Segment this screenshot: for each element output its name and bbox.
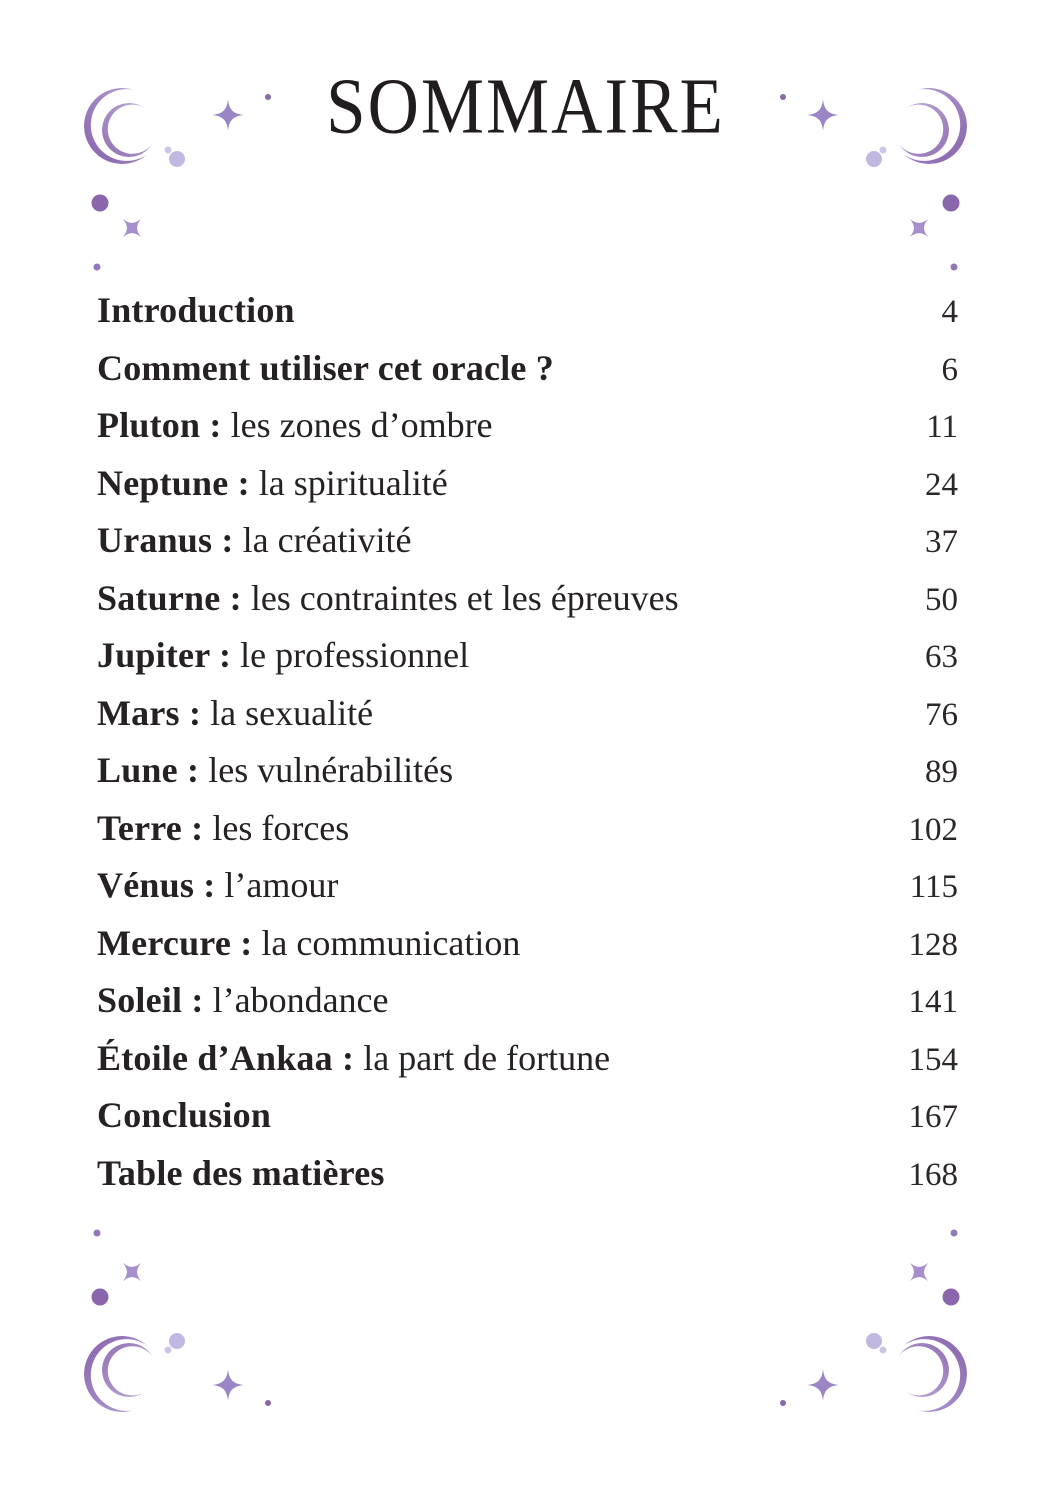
toc-entry-label: Table des matières bbox=[97, 1152, 385, 1193]
toc-entry bbox=[97, 692, 958, 750]
toc-entry-page-number: 11 bbox=[926, 409, 958, 445]
crescent-moon-decoration-bottom-left bbox=[82, 1228, 274, 1412]
toc-entry-label: Mars : bbox=[97, 692, 202, 733]
toc-entry-label: Pluton : bbox=[97, 405, 222, 445]
toc-entry-page-number: 63 bbox=[925, 639, 958, 675]
toc-entry-title bbox=[97, 922, 520, 964]
toc-entry-subtitle: la sexualité bbox=[201, 692, 374, 733]
toc-entry-title bbox=[97, 519, 412, 561]
toc-entry-title bbox=[97, 462, 448, 504]
toc-list bbox=[97, 289, 958, 1209]
toc-entry-label: Vénus : bbox=[97, 865, 216, 905]
toc-entry-label: Étoile d’Ankaa : bbox=[97, 1037, 355, 1078]
toc-entry-subtitle: les vulnérabilités bbox=[199, 750, 454, 790]
toc-entry-title bbox=[97, 289, 295, 331]
toc-entry-label: Terre : bbox=[97, 807, 204, 848]
toc-entry-page-number: 141 bbox=[908, 984, 958, 1020]
toc-entry-title bbox=[97, 404, 493, 446]
toc-entry-page-number: 50 bbox=[925, 581, 958, 618]
toc-entry-subtitle: la spiritualité bbox=[249, 462, 448, 503]
toc-entry bbox=[97, 1152, 958, 1210]
toc-entry-subtitle: les forces bbox=[203, 807, 350, 848]
toc-entry-title bbox=[97, 634, 469, 676]
toc-entry bbox=[97, 807, 958, 865]
toc-entry-page-number: 4 bbox=[941, 294, 958, 330]
toc-entry-subtitle: l’abondance bbox=[203, 980, 389, 1020]
toc-entry bbox=[97, 462, 958, 520]
toc-entry-title bbox=[97, 347, 554, 389]
toc-entry-title bbox=[97, 979, 389, 1021]
toc-entry-label: Uranus : bbox=[97, 520, 234, 560]
toc-entry-label: Neptune : bbox=[97, 462, 250, 503]
toc-entry-title bbox=[97, 1152, 385, 1194]
toc-entry-page-number: 24 bbox=[925, 466, 958, 503]
toc-entry bbox=[97, 1094, 958, 1152]
toc-entry-title bbox=[97, 807, 349, 849]
toc-entry-label: Soleil : bbox=[97, 980, 204, 1020]
toc-entry-subtitle: les contraintes et les épreuves bbox=[241, 577, 679, 618]
toc-entry bbox=[97, 634, 958, 692]
toc-entry-title bbox=[97, 692, 373, 734]
crescent-moon-decoration-bottom-right bbox=[777, 1228, 969, 1412]
toc-entry-title bbox=[97, 1094, 271, 1136]
toc-entry-page-number: 167 bbox=[908, 1099, 958, 1135]
toc-entry-page-number: 76 bbox=[925, 696, 958, 733]
toc-entry-subtitle: les zones d’ombre bbox=[221, 405, 493, 445]
toc-entry-label: Conclusion bbox=[97, 1095, 272, 1135]
toc-entry-subtitle: la part de fortune bbox=[354, 1037, 611, 1078]
toc-entry bbox=[97, 749, 958, 807]
toc-entry-subtitle: la créativité bbox=[233, 520, 412, 560]
toc-entry bbox=[97, 519, 958, 577]
page-title: SOMMAIRE bbox=[326, 63, 725, 151]
toc-entry-title bbox=[97, 749, 453, 791]
toc-entry-label: Jupiter : bbox=[97, 635, 232, 675]
toc-entry-page-number: 37 bbox=[925, 524, 958, 560]
toc-entry bbox=[97, 289, 958, 347]
toc-entry-title bbox=[97, 577, 679, 619]
toc-entry-page-number: 115 bbox=[909, 869, 958, 905]
toc-entry-page-number: 128 bbox=[908, 926, 958, 963]
toc-entry-label: Saturne : bbox=[97, 577, 242, 618]
toc-entry bbox=[97, 577, 958, 635]
toc-entry-title bbox=[97, 1037, 610, 1079]
toc-entry-page-number: 154 bbox=[908, 1041, 958, 1078]
toc-entry bbox=[97, 1037, 958, 1095]
toc-entry bbox=[97, 404, 958, 462]
toc-entry-page-number: 89 bbox=[925, 754, 958, 790]
toc-entry bbox=[97, 979, 958, 1037]
toc-entry-subtitle: la communication bbox=[252, 922, 521, 963]
toc-entry-page-number: 6 bbox=[941, 351, 958, 388]
toc-entry-subtitle: l’amour bbox=[215, 865, 339, 905]
toc-entry bbox=[97, 347, 958, 405]
toc-entry-page-number: 168 bbox=[908, 1156, 958, 1193]
toc-entry-subtitle: le professionnel bbox=[231, 635, 470, 675]
toc-entry-label: Comment utiliser cet oracle ? bbox=[97, 347, 554, 388]
toc-entry-title bbox=[97, 864, 338, 906]
toc-entry bbox=[97, 922, 958, 980]
toc-entry-label: Lune : bbox=[97, 750, 200, 790]
toc-entry-page-number: 102 bbox=[908, 811, 958, 848]
toc-entry-label: Mercure : bbox=[97, 922, 253, 963]
toc-entry-label: Introduction bbox=[97, 290, 295, 330]
toc-entry bbox=[97, 864, 958, 922]
